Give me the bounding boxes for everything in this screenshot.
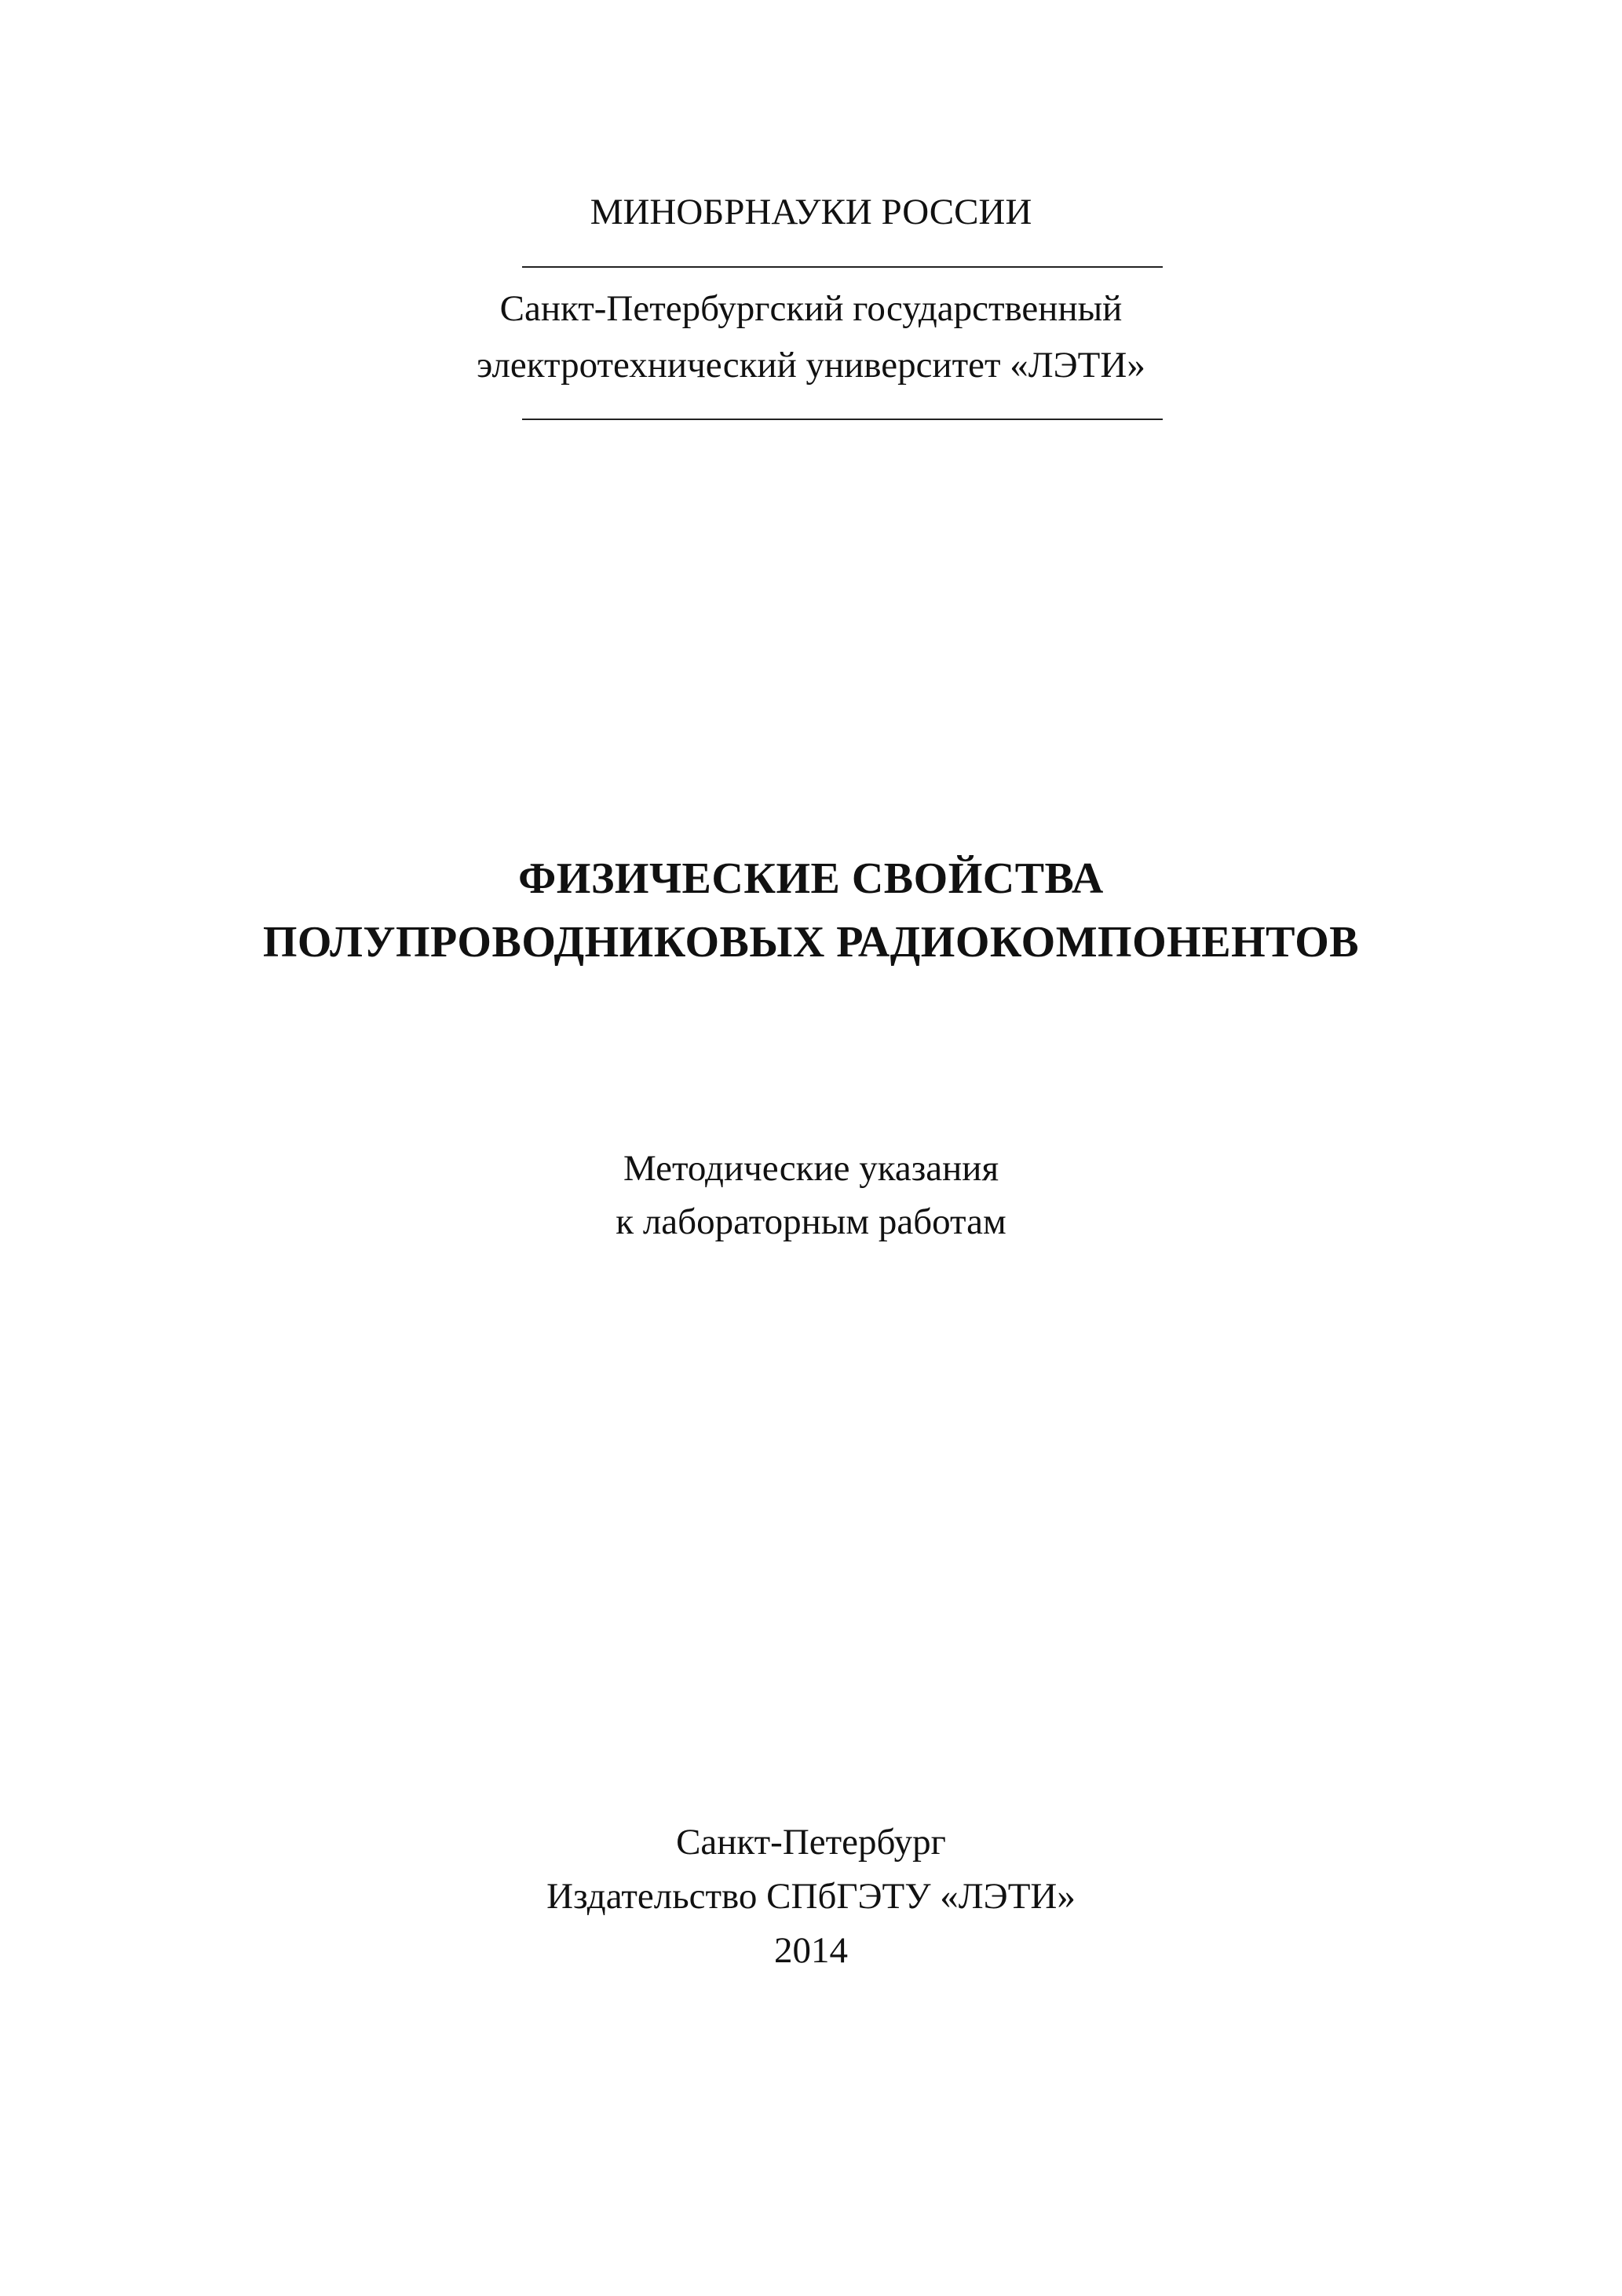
university-name-line1: Санкт-Петербургский государственный xyxy=(499,288,1123,329)
document-title-line2: ПОЛУПРОВОДНИКОВЫХ РАДИОКОМПОНЕНТОВ xyxy=(262,918,1360,967)
header-divider-top xyxy=(522,266,1163,268)
publisher-name: Издательство СПбГЭТУ «ЛЭТИ» xyxy=(546,1876,1076,1917)
ministry-name: МИНОБРНАУКИ РОССИИ xyxy=(590,192,1032,232)
document-title-line1: ФИЗИЧЕСКИЕ СВОЙСТВА xyxy=(518,854,1104,903)
university-name-line2: электротехнический университет «ЛЭТИ» xyxy=(477,345,1145,386)
publication-year: 2014 xyxy=(774,1930,848,1971)
header-divider-bottom xyxy=(522,419,1163,420)
publication-city: Санкт-Петербург xyxy=(676,1822,946,1863)
document-subtitle-line2: к лабораторным работам xyxy=(616,1201,1006,1242)
document-subtitle-line1: Методические указания xyxy=(623,1148,999,1189)
